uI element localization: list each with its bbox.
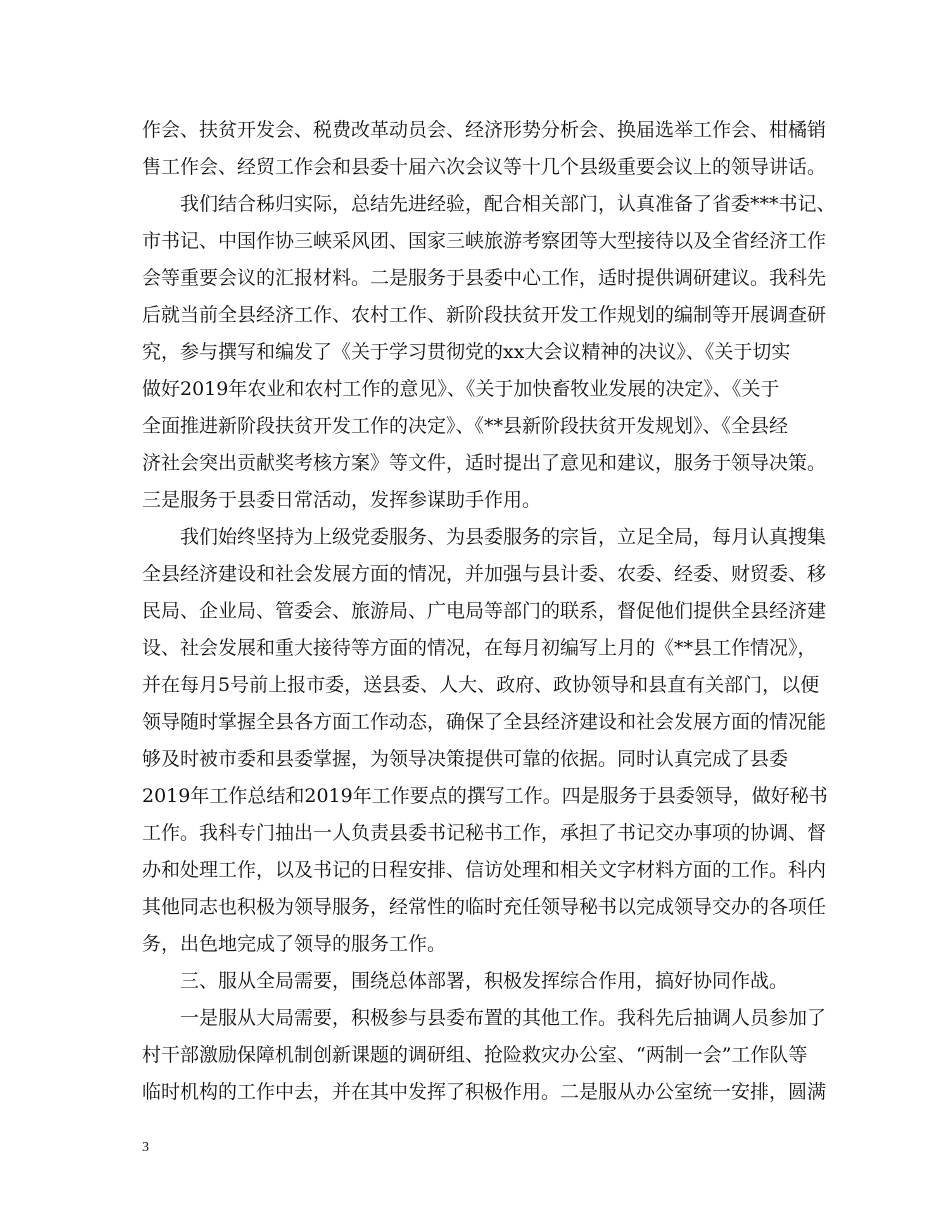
text-line: 工作。我科专门抽出一人负责县委书记秘书工作，承担了书记交办事项的协调、督 xyxy=(142,822,827,844)
text-line: 究，参与撰写和编发了《关于学习贯彻党的xx大会议精神的决议》、《关于切实 xyxy=(142,341,791,363)
text-line: 一是服从大局需要，积极参与县委布置的其他工作。我科先后抽调人员参加了 xyxy=(180,1007,827,1029)
text-line: 务，出色地完成了领导的服务工作。 xyxy=(142,933,447,955)
text-line: 村干部激励保障机制创新课题的调研组、抢险救灾办公室、“两制一会”工作队等 xyxy=(142,1044,808,1066)
text-line: 我们始终坚持为上级党委服务、为县委服务的宗旨，立足全局，每月认真搜集 xyxy=(180,526,827,548)
text-line: 售工作会、经贸工作会和县委十届六次会议等十几个县级重要会议上的领导讲话。 xyxy=(142,156,827,178)
text-line: 作会、扶贫开发会、税费改革动员会、经济形势分析会、换届选举工作会、柑橘销 xyxy=(142,119,827,141)
text-line: 后就当前全县经济工作、农村工作、新阶段扶贫开发工作规划的编制等开展调查研 xyxy=(142,304,827,326)
text-line: 会等重要会议的汇报材料。二是服务于县委中心工作，适时提供调研建议。我科先 xyxy=(142,267,827,289)
text-line: 济社会突出贡献奖考核方案》等文件，适时提出了意见和建议，服务于领导决策。 xyxy=(142,452,827,474)
text-line: 设、社会发展和重大接待等方面的情况，在每月初编写上月的《**县工作情况》， xyxy=(142,637,817,659)
text-line: 其他同志也积极为领导服务，经常性的临时充任领导秘书以完成领导交办的各项任 xyxy=(142,896,827,918)
section-heading: 三、服从全局需要，围绕总体部署，积极发挥综合作用，搞好协同作战。 xyxy=(180,970,789,992)
text-line: 并在每月5号前上报市委，送县委、人大、政府、政协领导和县直有关部门，以便 xyxy=(142,674,820,696)
text-line: 三是服务于县委日常活动，发挥参谋助手作用。 xyxy=(142,489,542,511)
text-line: 临时机构的工作中去，并在其中发挥了积极作用。二是服从办公室统一安排，圆满 xyxy=(142,1081,827,1103)
page-number: 3 xyxy=(142,1140,149,1155)
text-line: 够及时被市委和县委掌握，为领导决策提供可靠的依据。同时认真完成了县委 xyxy=(142,748,789,770)
text-line: 民局、企业局、管委会、旅游局、广电局等部门的联系，督促他们提供全县经济建 xyxy=(142,600,827,622)
text-line: 市书记、中国作协三峡采风团、国家三峡旅游考察团等大型接待以及全省经济工作 xyxy=(142,230,827,252)
text-line: 全面推进新阶段扶贫开发工作的决定》、《**县新阶段扶贫开发规划》、《全县经 xyxy=(142,415,789,437)
text-line: 2019年工作总结和2019年工作要点的撰写工作。四是服务于县委领导，做好秘书 xyxy=(142,785,828,807)
text-line: 做好2019年农业和农村工作的意见》、《关于加快畜牧业发展的决定》、《关于 xyxy=(142,378,780,400)
text-line: 办和处理工作，以及书记的日程安排、信访处理和相关文字材料方面的工作。科内 xyxy=(142,859,827,881)
text-line: 全县经济建设和社会发展方面的情况，并加强与县计委、农委、经委、财贸委、移 xyxy=(142,563,827,585)
text-line: 我们结合秭归实际，总结先进经验，配合相关部门，认真准备了省委***书记、 xyxy=(180,193,836,215)
text-line: 领导随时掌握全县各方面工作动态，确保了全县经济建设和社会发展方面的情况能 xyxy=(142,711,827,733)
